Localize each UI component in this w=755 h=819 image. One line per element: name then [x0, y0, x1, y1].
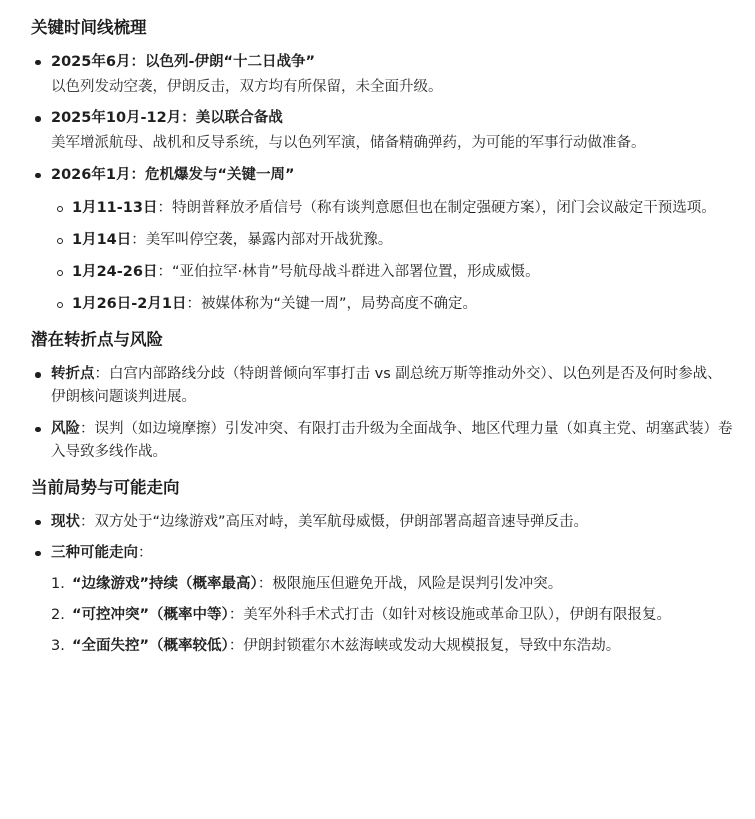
- list-item: [31, 51, 733, 99]
- item-number: 3.: [51, 638, 65, 655]
- item-label: 现状: [51, 513, 80, 530]
- numbered-item: [51, 604, 733, 627]
- list-item: [31, 511, 733, 534]
- list-item: [31, 164, 733, 317]
- item-title: 2025年10月-12月：美以联合备战: [51, 110, 283, 127]
- sub-item-text: ：“亚伯拉罕·林肯”号航母战斗群进入部署位置，形成威慑。: [157, 264, 540, 281]
- path-text: ：美军外科手术式打击（如针对核设施或革命卫队），伊朗有限报复。: [228, 607, 672, 624]
- list-item: [31, 542, 733, 659]
- sub-item-label: 1月26日-2月1日: [72, 296, 187, 313]
- item-title: 2026年1月：危机爆发与“关键一周”: [51, 166, 295, 183]
- sub-list-item: [51, 293, 733, 316]
- sub-item-text: ：特朗普释放矛盾信号（称有谈判意愿但也在制定强硬方案），闭门会议敲定干预选项。: [157, 199, 716, 216]
- numbered-item: [51, 635, 733, 658]
- sub-item-label: 1月14日: [72, 231, 132, 248]
- sub-item-text: ：美军叫停空袭，暴露内部对开战犹豫。: [131, 231, 393, 248]
- section-heading-outlook: 当前局势与可能走向: [31, 477, 180, 497]
- sub-list-item: [51, 197, 733, 220]
- item-text: ：白宫内部路线分歧（特朗普倾向军事打击 vs 副总统万斯等推动外交）、以色列是否及何时参战、伊朗核问题谈判进展。: [51, 366, 722, 406]
- item-desc: 以色列发动空袭，伊朗反击，双方均有所保留，未全面升级。: [51, 78, 443, 95]
- sub-list-item: [51, 261, 733, 284]
- item-colon: ：: [138, 544, 153, 561]
- item-label: 风险: [51, 420, 80, 437]
- sub-item-text: ：被媒体称为“关键一周”，局势高度不确定。: [186, 296, 477, 313]
- path-label: “可控冲突”（概率中等）: [72, 607, 229, 624]
- item-number: 1.: [51, 576, 65, 593]
- list-item: [31, 363, 733, 409]
- list-item: [31, 107, 733, 155]
- item-label: 转折点: [51, 366, 95, 383]
- item-desc: 美军增派航母、战机和反导系统，与以色列军演，储备精确弹药，为可能的军事行动做准备。: [51, 135, 646, 152]
- section-heading-timeline: 关键时间线梳理: [31, 18, 147, 37]
- sub-list-item: [51, 229, 733, 252]
- sub-item-label: 1月24-26日: [72, 264, 158, 281]
- sub-item-label: 1月11-13日: [72, 199, 158, 216]
- outlook-list: [31, 511, 733, 659]
- item-text: ：双方处于“边缘游戏”高压对峙，美军航母威慑，伊朗部署高超音速导弹反击。: [80, 513, 589, 530]
- item-number: 2.: [51, 607, 65, 624]
- path-label: “边缘游戏”持续（概率最高）: [72, 576, 258, 593]
- risk-list: [31, 363, 733, 464]
- numbered-list: [51, 573, 733, 659]
- path-text: ：伊朗封锁霍尔木兹海峡或发动大规模报复，导致中东浩劫。: [228, 638, 621, 655]
- sub-list: [51, 197, 733, 317]
- item-label: 三种可能走向: [51, 544, 138, 561]
- item-title: 2025年6月：以色列-伊朗“十二日战争”: [51, 53, 316, 70]
- list-item: [31, 418, 733, 464]
- numbered-item: [51, 573, 733, 596]
- timeline-list: [31, 51, 733, 317]
- path-text: ：极限施压但避免开战，风险是误判引发冲突。: [257, 576, 563, 593]
- section-heading-risks: 潜在转折点与风险: [31, 330, 163, 350]
- path-label: “全面失控”（概率较低）: [72, 638, 229, 655]
- item-text: ：误判（如边境摩擦）引发冲突、有限打击升级为全面战争、地区代理力量（如真主党、胡塞武装）卷入导致多线作战。: [51, 420, 733, 460]
